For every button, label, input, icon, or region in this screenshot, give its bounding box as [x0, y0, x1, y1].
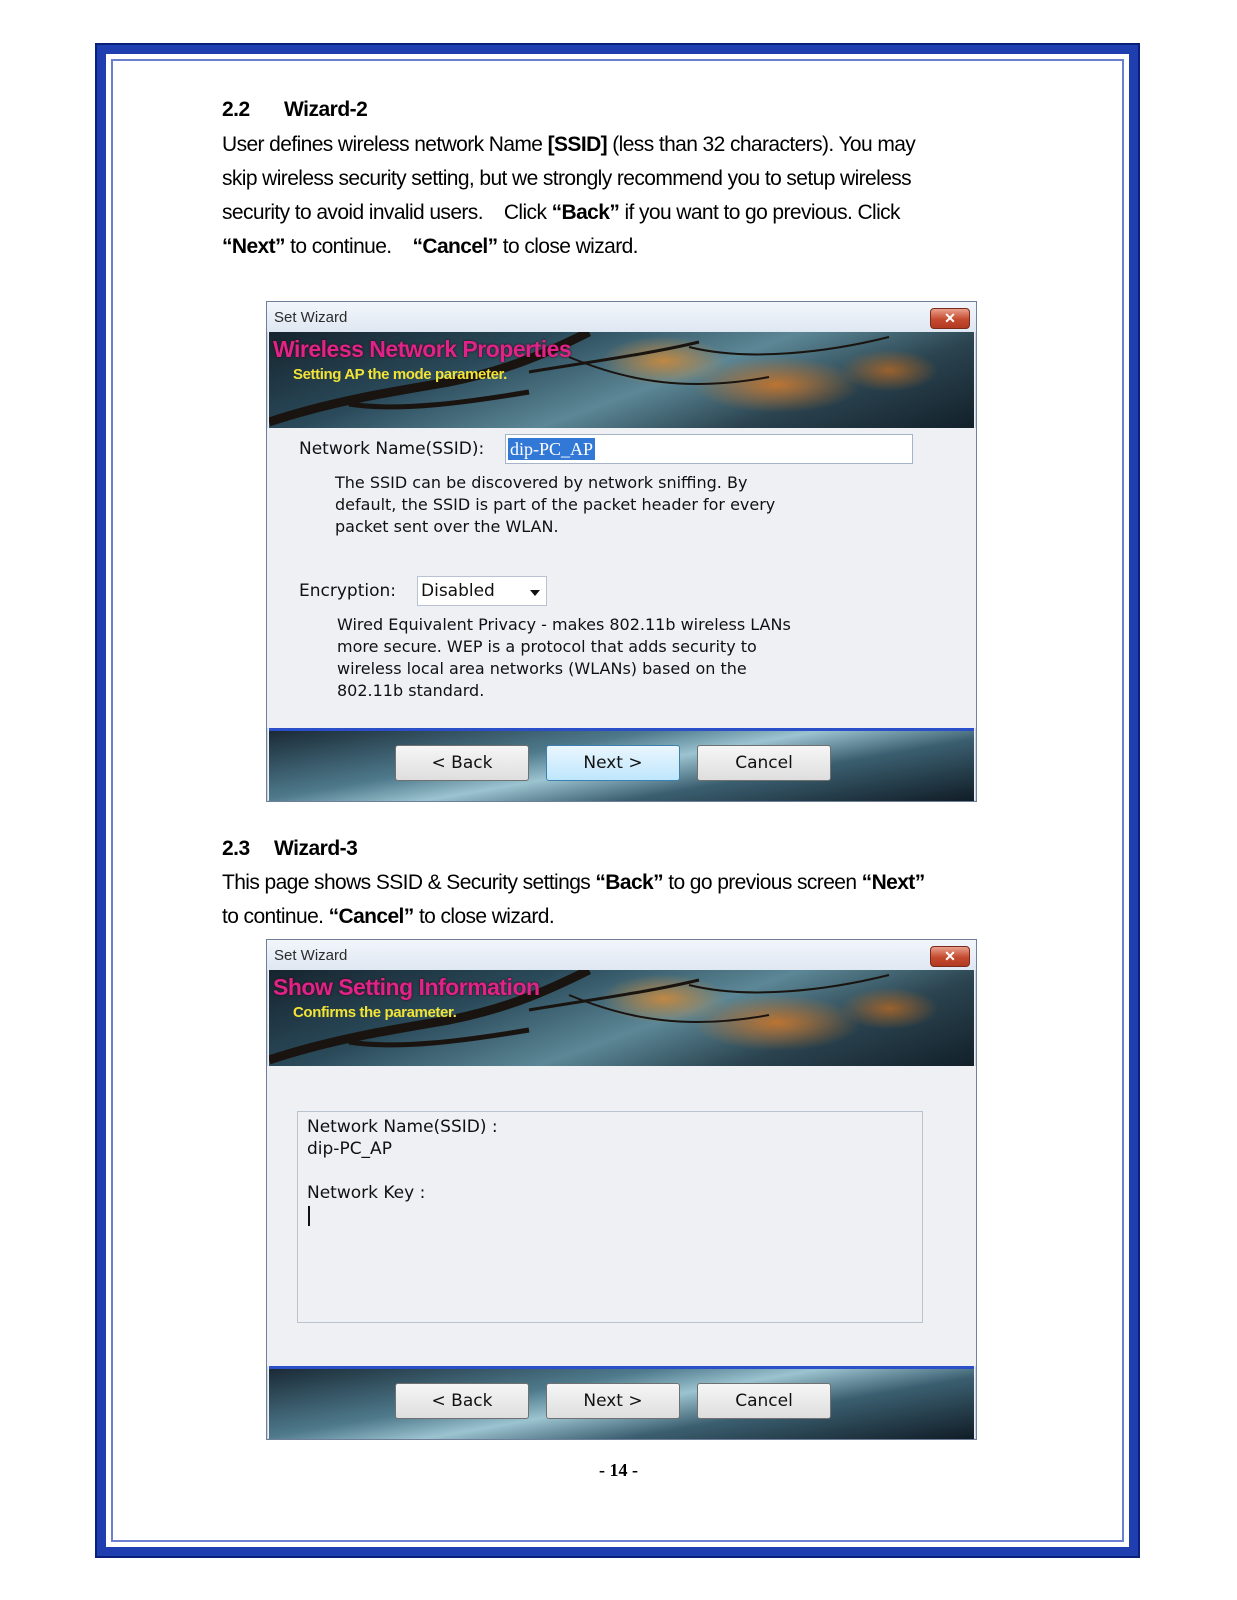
back-term: “Back” — [551, 201, 620, 224]
text-cursor — [308, 1206, 310, 1226]
ssid-value: dip-PC_AP — [307, 1139, 392, 1159]
section-2-2-paragraph — [222, 128, 1022, 264]
desc-line: 802.11b standard. — [337, 681, 485, 700]
wizard-banner — [269, 332, 974, 428]
text: to close wizard. — [413, 905, 555, 928]
dialog-body — [267, 428, 976, 728]
encryption-label: Encryption: — [299, 581, 396, 601]
window-title: Set Wizard — [274, 947, 348, 964]
desc-line: The SSID can be discovered by network sniffing. By — [335, 473, 748, 492]
desc-line: wireless local area networks (WLANs) based on the — [337, 659, 747, 678]
close-button[interactable]: ✕ — [930, 946, 970, 967]
para-line — [222, 196, 1022, 230]
text: security to avoid invalid users. Click — [222, 201, 552, 224]
text: (less than 32 characters). You may — [607, 133, 916, 156]
next-term: “Next” — [222, 235, 285, 258]
banner-title: Wireless Network Properties — [273, 336, 572, 362]
ssid-input[interactable] — [505, 434, 913, 464]
next-term: “Next” — [861, 871, 925, 894]
section-number: 2.2 — [222, 98, 250, 121]
banner-subtitle: Setting AP the mode parameter. — [293, 366, 507, 383]
wizard-dialog-show-settings — [266, 939, 977, 1440]
section-title: Wizard-3 — [274, 837, 358, 860]
encryption-select-value: Disabled — [421, 581, 495, 601]
ssid-label: Network Name(SSID) : — [307, 1117, 498, 1137]
wizard-dialog-network-properties — [266, 301, 977, 802]
text: if you want to go previous. Click — [619, 201, 900, 224]
cancel-button[interactable]: Cancel — [697, 745, 831, 781]
encryption-description — [337, 614, 791, 702]
ssid-term: [SSID] — [547, 133, 608, 156]
banner-subtitle: Confirms the parameter. — [293, 1004, 457, 1021]
desc-line: packet sent over the WLAN. — [335, 517, 559, 536]
cancel-term: “Cancel” — [328, 905, 414, 928]
desc-line: Wired Equivalent Privacy - makes 802.11b wireless LANs — [337, 615, 791, 634]
para-line — [222, 230, 1022, 264]
dialog-footer — [269, 728, 974, 801]
back-term: “Back” — [595, 871, 664, 894]
page-number: - 14 - — [599, 1460, 638, 1480]
section-2-3-paragraph — [222, 866, 1022, 934]
desc-line: more secure. WEP is a protocol that adds security to — [337, 637, 757, 656]
dialog-footer — [269, 1366, 974, 1439]
network-key-label: Network Key : — [307, 1183, 426, 1203]
cancel-button[interactable]: Cancel — [697, 1383, 831, 1419]
ssid-input-value: dip-PC_AP — [510, 439, 594, 459]
encryption-select[interactable] — [417, 576, 547, 606]
chevron-down-icon — [530, 590, 540, 596]
next-button[interactable]: Next > — [546, 1383, 680, 1419]
section-title: Wizard-2 — [284, 98, 368, 121]
cancel-term: “Cancel” — [412, 235, 498, 258]
settings-summary-box[interactable] — [297, 1111, 923, 1323]
section-number: 2.3 — [222, 837, 250, 860]
section-heading-2-2 — [222, 98, 367, 122]
text: to close wizard. — [497, 235, 638, 258]
text: to continue. — [222, 905, 329, 928]
para-line — [222, 866, 1022, 900]
wizard-banner — [269, 970, 974, 1066]
para-line — [222, 128, 1022, 162]
dialog-body — [267, 1066, 976, 1366]
window-title: Set Wizard — [274, 309, 348, 326]
text: This page shows SSID & Security settings — [222, 871, 596, 894]
desc-line: default, the SSID is part of the packet header for every — [335, 495, 776, 514]
banner-title: Show Setting Information — [273, 974, 540, 1000]
close-button[interactable]: ✕ — [930, 308, 970, 329]
text: to go previous screen — [663, 871, 862, 894]
para-line — [222, 900, 1022, 934]
title-bar — [267, 940, 976, 970]
next-button[interactable]: Next > — [546, 745, 680, 781]
ssid-description — [335, 472, 775, 538]
back-button[interactable]: < Back — [395, 1383, 529, 1419]
ssid-label: Network Name(SSID): — [299, 439, 485, 459]
back-button[interactable]: < Back — [395, 745, 529, 781]
title-bar — [267, 302, 976, 332]
text: User defines wireless network Name — [222, 133, 548, 156]
para-line: skip wireless security setting, but we strongly recommend you to setup wireless — [222, 167, 912, 190]
section-heading-2-3 — [222, 837, 357, 861]
text: to continue. — [284, 235, 413, 258]
